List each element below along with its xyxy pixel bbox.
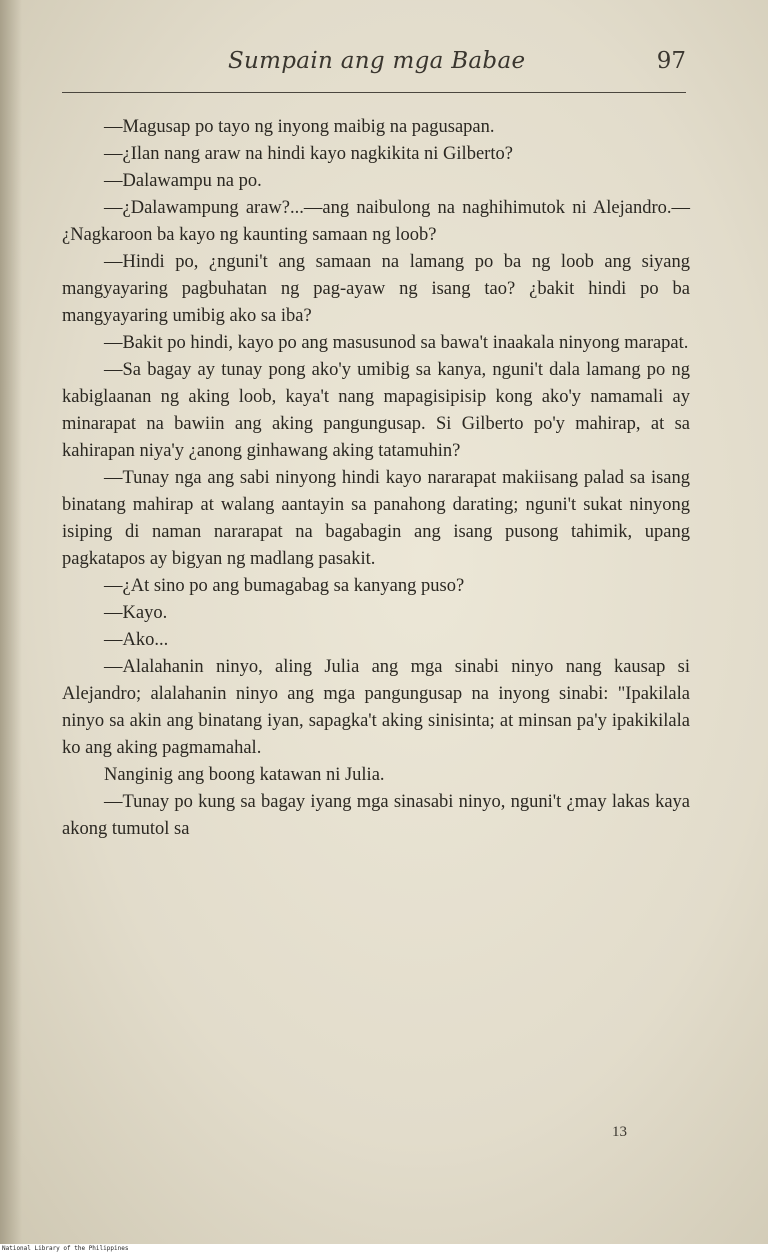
paragraph: —Dalawampu na po. — [104, 171, 262, 191]
paragraph: —Magusap po tayo ng inyong maibig na pagusapan. — [104, 117, 495, 137]
paragraph: —Ako... — [104, 630, 169, 650]
paragraph: —Tunay po kung sa bagay iyang mga sinasabi ninyo, nguni't ¿may lakas kaya akong tumutol sa — [62, 792, 690, 839]
header-rule — [62, 92, 686, 93]
paragraph: —Tunay nga ang sabi ninyong hindi kayo nararapat makiisang palad sa isang binatang mahirap at walang aantayin sa panahong darating; nguni't sukat ninyong isiping di naman nararapat na bagabagin ang isang pusong tahimik, upang pagkatapos ay bigyan ng madlang pasakit. — [62, 468, 690, 569]
paragraph: —Alalahanin ninyo, aling Julia ang mga sinabi ninyo nang kausap si Alejandro; alalahanin ninyo ang mga pangungusap na inyong sinabi: "Ipakilala ninyo sa akin ang binatang iyan, sapagka't aking sinisinta; at minsan pa'y ipakikilala ko ang aking pagmamahal. — [62, 657, 690, 758]
paragraph: —Hindi po, ¿nguni't ang samaan na lamang po ba ng loob ang siyang mangyayaring pagbuhatan ng pag-ayaw ng isang tao? ¿bakit hindi po ba mangyayaring umibig ako sa iba? — [62, 252, 690, 326]
signature-mark: 13 — [612, 1124, 627, 1140]
library-credit: National Library of the Philippines — [2, 1245, 129, 1252]
paragraph: —Kayo. — [104, 603, 168, 623]
body-text — [62, 114, 690, 843]
page-header — [62, 44, 688, 84]
page-number: 97 — [656, 48, 686, 74]
paragraph: —¿At sino po ang bumagabag sa kanyang puso? — [104, 576, 465, 596]
paragraph: —Bakit po hindi, kayo po ang masusunod sa bawa't inaakala ninyong marapat. — [104, 333, 689, 353]
page-edge-shadow — [0, 0, 22, 1244]
paragraph: —¿Dalawampung araw?...—ang naibulong na naghihimutok ni Alejandro.—¿Nagkaroon ba kayo ng kaunting samaan ng loob? — [62, 198, 690, 245]
paragraph: —Sa bagay ay tunay pong ako'y umibig sa kanya, nguni't dala lamang po ng kabiglaanan ng aking loob, kaya't nang mapagisipisip kong ako'y namamali ay minarapat na bawiin ang aking pangungusap. Si Gilberto po'y mahirap, at sa kahirapan niya'y ¿anong ginhawang aking tatamuhin? — [62, 360, 690, 461]
running-title: Sumpain ang mga Babae — [228, 48, 526, 74]
paragraph: Nanginig ang boong katawan ni Julia. — [104, 765, 385, 785]
paragraph: —¿Ilan nang araw na hindi kayo nagkikita ni Gilberto? — [104, 144, 513, 164]
